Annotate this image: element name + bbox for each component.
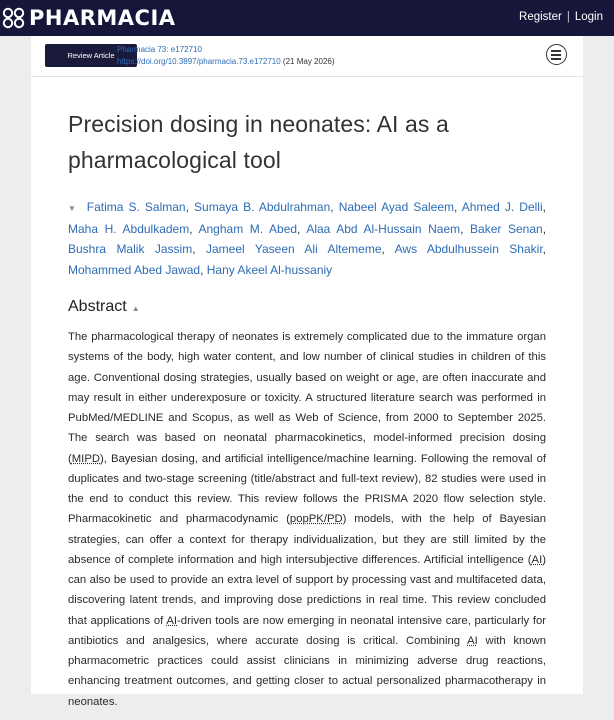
- top-navigation-bar: [0, 0, 614, 36]
- triangle-up-icon[interactable]: ▲: [131, 303, 140, 313]
- author-separator: ,: [542, 242, 546, 257]
- author-link[interactable]: Maha H. Abdulkadem: [68, 222, 190, 237]
- author-link[interactable]: Bushra Malik Jassim: [68, 242, 193, 257]
- abstract-segment: The pharmacological therapy of neonates is extremely complicated due to the immature organ systems of the body, high water content, and low number of clinical studies in children of this age. Conventional dosing strategies, usually based on weight or age, are often inaccurate and may result in either underexposure or toxicity. A structured literature search was performed in PubMed/MEDLINE and Scopus, as well as Web of Science, from 2000 to September 2025. The search was based on neonatal pharmacokinetics, model-informed precision dosing (: [68, 331, 546, 465]
- triangle-down-icon[interactable]: ▼: [68, 204, 78, 213]
- abstract-segment: with known pharmacometric practices could assist clinicians in minimizing adverse drug reactions, enhancing treatment outcomes, and getting closer to actual personalized pharmacotherapy in neonates.: [68, 634, 546, 708]
- author-link[interactable]: Sumaya B. Abdulrahman: [194, 200, 331, 214]
- article-title: Precision dosing in neonates: AI as a pharmacological tool: [68, 111, 449, 173]
- author-separator: ,: [542, 222, 547, 237]
- author-link[interactable]: Alaa Abd Al-Hussain Naem: [306, 222, 461, 237]
- citation-info: [117, 44, 335, 68]
- doi-line: [117, 56, 335, 68]
- author-link[interactable]: Aws Abdulhussein Shakir: [394, 242, 543, 257]
- author-link[interactable]: Angham M. Abed: [198, 222, 298, 237]
- abstract-segment: ) models, with the help of Bayesian strategies, can offer a context for therapy individualization, but they are still limited by the absence of complete information and high intersubjective differences. Artificial intelligence (: [68, 513, 546, 566]
- publication-date: (21 May 2026): [282, 57, 335, 66]
- abstract-heading-label: Abstract: [68, 298, 127, 315]
- author-link[interactable]: Nabeel Ayad Saleem: [338, 200, 455, 214]
- doi-link[interactable]: https://doi.org/10.3897/pharmacia.73.e172710: [117, 57, 281, 66]
- abstract-segment: ), Bayesian dosing, and artificial intelligence/machine learning. Following the removal of duplicates and two-stage screening (title/abstract and full-text review), 82 studies were used in the end to conduct this review. This review follows the PRISMA 2020 flow selection style. Pharmacokinetic and pharmacodynamic (: [68, 452, 546, 526]
- abstract-segment: -driven tools are now emerging in neonatal intensive care, particularly for antibiotics and analgesics, where accurate dosing is critical. Combining: [68, 614, 546, 647]
- abbreviation-ai[interactable]: AI: [166, 614, 178, 627]
- author-separator: ,: [460, 222, 471, 237]
- brand-name: PHARMACIA: [29, 6, 176, 30]
- author-link[interactable]: Mohammed Abed Jawad: [68, 262, 201, 277]
- abbreviation-ai[interactable]: AI: [467, 634, 478, 647]
- author-link[interactable]: Jameel Yaseen Ali Altememe: [205, 242, 382, 257]
- register-link[interactable]: Register: [519, 11, 562, 23]
- author-link[interactable]: Fatima S. Salman: [86, 200, 186, 214]
- author-separator: ,: [185, 200, 195, 214]
- abbreviation-poppk-pd[interactable]: popPK/PD: [289, 513, 343, 526]
- abbreviation-mipd[interactable]: MIPD: [71, 452, 101, 465]
- author-separator: ,: [330, 200, 339, 214]
- abstract-segment: ) can also be used to provide an extra level of support by processing vast and multifaceted data, discovering latent trends, and improving dose predictions in real time. This review concluded that applications of: [68, 553, 546, 627]
- molecule-logo-icon: [2, 7, 26, 29]
- author-separator: ,: [542, 200, 546, 214]
- login-link[interactable]: Login: [574, 11, 603, 23]
- abstract-heading[interactable]: [68, 298, 140, 316]
- abstract-text: [68, 327, 546, 712]
- author-separator: ,: [297, 222, 307, 237]
- site-logo[interactable]: [2, 7, 176, 29]
- hamburger-menu-icon[interactable]: [546, 44, 567, 65]
- author-separator: ,: [200, 262, 207, 277]
- auth-links: [519, 11, 603, 23]
- article-card: [31, 36, 583, 708]
- author-separator: ,: [192, 242, 206, 257]
- author-separator: ,: [189, 222, 199, 237]
- author-separator: ,: [381, 242, 395, 257]
- author-link[interactable]: Baker Senan: [470, 222, 543, 237]
- author-separator: ,: [454, 200, 462, 214]
- journal-reference[interactable]: Pharmacia 73: e172710: [117, 45, 202, 54]
- abbreviation-ai[interactable]: AI: [531, 553, 543, 566]
- article-meta-bar: [31, 36, 583, 77]
- author-link[interactable]: Ahmed J. Delli: [461, 200, 543, 214]
- article-type-label: Review Article: [67, 51, 115, 60]
- author-link[interactable]: Hany Akeel Al-hussaniy: [206, 262, 333, 277]
- auth-separator: |: [566, 11, 570, 23]
- author-list: [68, 197, 546, 280]
